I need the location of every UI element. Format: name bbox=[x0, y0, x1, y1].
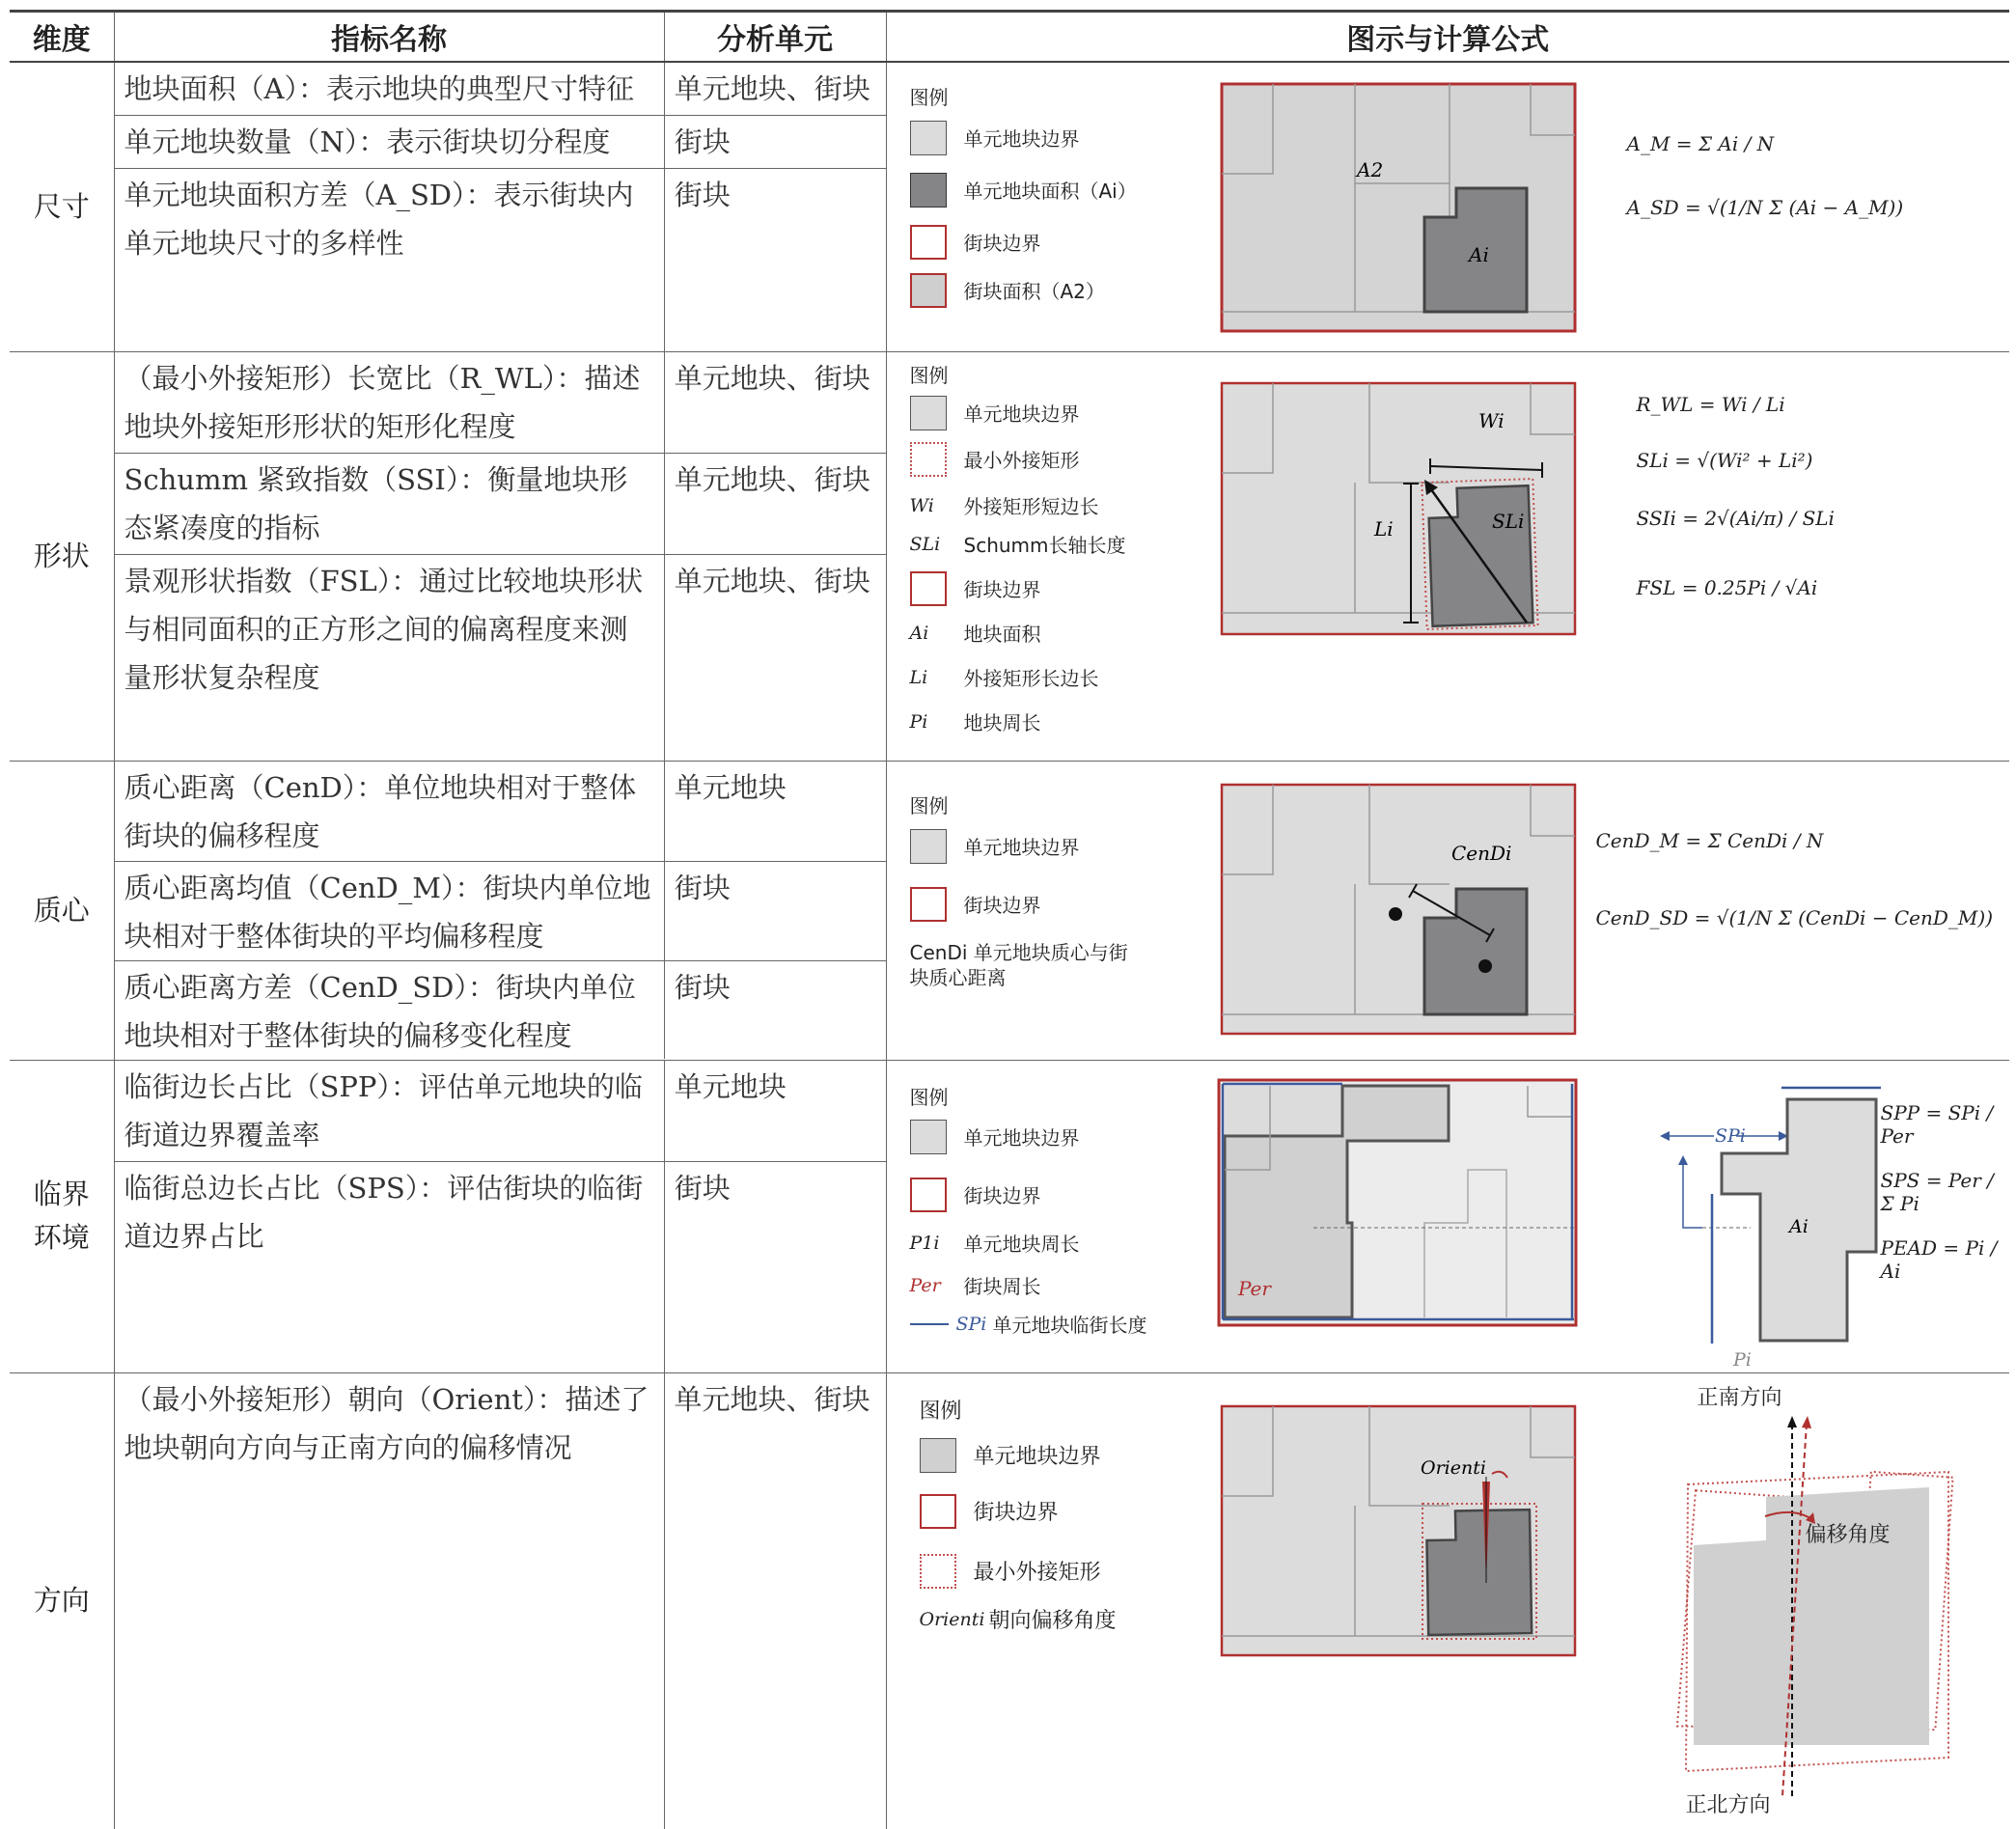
unit-text: 单元地块 bbox=[664, 762, 886, 861]
legend-title: 图例 bbox=[909, 363, 949, 387]
legend-title: 图例 bbox=[909, 793, 949, 818]
unit-text: 街块 bbox=[664, 169, 886, 351]
unit-text: 街块 bbox=[664, 961, 886, 1059]
formula: SSIi = 2√(Ai/π) / SLi bbox=[1636, 506, 1835, 530]
unit-text: 街块 bbox=[664, 1162, 886, 1372]
formula: SLi = √(Wi² + Li²) bbox=[1636, 448, 1813, 472]
edge-diagram bbox=[1217, 1078, 1579, 1329]
label-wi: Wi bbox=[1477, 408, 1505, 432]
legend-item: 最小外接矩形 bbox=[963, 449, 1080, 472]
legend-item: 单元地块边界 bbox=[963, 402, 1080, 426]
dimension-shape: 形状 bbox=[10, 351, 114, 761]
swatch bbox=[910, 396, 947, 430]
indicator-text: 临街边长占比（SPP）：评估单元地块的临街道边界覆盖率 bbox=[124, 1069, 643, 1151]
swatch bbox=[910, 273, 947, 308]
legend-item: 外接矩形短边长 bbox=[963, 495, 1099, 518]
swatch bbox=[910, 173, 947, 208]
legend-note: CenDi 单元地块质心与街块质心距离 bbox=[909, 940, 1128, 989]
figure-orient bbox=[886, 1372, 2009, 1829]
legend bbox=[920, 1395, 1117, 1641]
swatch bbox=[910, 887, 947, 922]
swatch bbox=[910, 225, 947, 260]
legend-item: 单元地块边界 bbox=[963, 127, 1080, 151]
shape-diagram bbox=[1220, 381, 1577, 636]
legend-symbol: Ai bbox=[909, 622, 929, 644]
dimension-orient: 方向 bbox=[10, 1372, 114, 1829]
legend bbox=[910, 82, 1137, 313]
legend-symbol: Wi bbox=[909, 494, 934, 516]
centroid-diagram bbox=[1220, 783, 1577, 1036]
formula: FSL = 0.25Pi / √Ai bbox=[1636, 575, 1818, 599]
dimension-size: 尺寸 bbox=[10, 62, 114, 352]
indicator-text: 质心距离均值（CenD_M）：街块内单位地块相对于整体街块的平均偏移程度 bbox=[124, 871, 651, 953]
legend-item: 单元地块边界 bbox=[963, 1126, 1080, 1150]
legend-item: 单元地块临街长度 bbox=[992, 1314, 1147, 1337]
figure-centroid bbox=[886, 761, 2009, 1060]
figure-shape bbox=[886, 351, 2009, 761]
legend-item: 街块边界 bbox=[963, 1184, 1041, 1207]
legend-item: 地块面积 bbox=[963, 623, 1041, 646]
blue-line-swatch bbox=[910, 1323, 949, 1325]
legend-item: 街块面积（A2） bbox=[963, 280, 1105, 303]
legend-item: 街块边界 bbox=[963, 578, 1041, 601]
legend-item: 最小外接矩形 bbox=[973, 1561, 1101, 1585]
label-per: Per bbox=[1237, 1276, 1271, 1300]
unit-text: 单元地块、街块 bbox=[664, 352, 886, 453]
header-unit: 分析单元 bbox=[664, 12, 886, 62]
swatch bbox=[910, 571, 947, 606]
legend-item: 单元地块边界 bbox=[963, 836, 1080, 859]
label-cend: CenDi bbox=[1450, 841, 1511, 865]
legend-item: 单元地块面积（Ai） bbox=[963, 180, 1137, 203]
indicator-text: Schumm 紧致指数（SSI）：衡量地块形态紧凑度的指标 bbox=[124, 462, 628, 544]
label-angle: 偏移角度 bbox=[1805, 1522, 1891, 1547]
legend-item: Schumm长轴长度 bbox=[963, 534, 1126, 557]
legend-item: 街块边界 bbox=[963, 894, 1041, 917]
legend-symbol: Li bbox=[909, 666, 928, 688]
legend-item: 单元地块周长 bbox=[963, 1233, 1080, 1256]
unit-text: 街块 bbox=[664, 862, 886, 960]
indicator-text: 单元地块面积方差（A_SD）：表示街块内单元地块尺寸的多样性 bbox=[124, 178, 634, 260]
indicator-text: 景观形状指数（FSL）：通过比较地块形状与相同面积的正方形之间的偏离程度来测量形状复杂程度 bbox=[124, 564, 644, 694]
orient-detail-diagram bbox=[1669, 1412, 1958, 1798]
dimension-centroid: 质心 bbox=[10, 761, 114, 1060]
legend-item: 街块边界 bbox=[963, 232, 1041, 255]
formula: SPP = SPi / Per bbox=[1880, 1100, 1994, 1148]
unit-text: 单元地块、街块 bbox=[664, 63, 886, 115]
formula: SPS = Per / Σ Pi bbox=[1880, 1168, 1994, 1215]
indicator-text: 临街总边长占比（SPS）：评估街块的临街道边界占比 bbox=[124, 1171, 644, 1253]
swatch bbox=[920, 1554, 956, 1589]
indicator-text: （最小外接矩形）长宽比（R_WL）：描述地块外接矩形形状的矩形化程度 bbox=[124, 361, 641, 443]
size-diagram bbox=[1220, 82, 1577, 333]
header-indicator: 指标名称 bbox=[114, 12, 664, 62]
unit-text: 单元地块、街块 bbox=[674, 1382, 870, 1416]
unit-text: 单元地块、街块 bbox=[664, 454, 886, 554]
label-south: 正南方向 bbox=[1697, 1385, 1782, 1410]
legend-symbol: P1i bbox=[909, 1232, 940, 1254]
swatch bbox=[910, 1120, 947, 1154]
swatch bbox=[910, 442, 947, 477]
label-sli: SLi bbox=[1491, 509, 1524, 533]
swatch bbox=[920, 1494, 956, 1529]
formula: CenD_SD = √(1/N Σ (CenDi − CenD_M)) bbox=[1595, 905, 1993, 929]
indicator-text: 质心距离方差（CenD_SD）：街块内单位地块相对于整体街块的偏移变化程度 bbox=[124, 970, 636, 1052]
formula: A_SD = √(1/N Σ (Ai − A_M)) bbox=[1626, 195, 1904, 219]
label-spi: SPi bbox=[1714, 1124, 1746, 1147]
label-orient: Orienti bbox=[1420, 1456, 1486, 1479]
indicator-table bbox=[10, 10, 2009, 1829]
legend-title: 图例 bbox=[919, 1399, 962, 1424]
swatch bbox=[920, 1438, 956, 1473]
figure-edge bbox=[886, 1060, 2009, 1372]
label-north: 正北方向 bbox=[1685, 1792, 1771, 1817]
formula: R_WL = Wi / Li bbox=[1636, 392, 1785, 416]
legend-title: 图例 bbox=[909, 1085, 949, 1109]
indicator-text: 地块面积（A）：表示地块的典型尺寸特征 bbox=[124, 71, 634, 105]
legend-item: 外接矩形长边长 bbox=[963, 667, 1099, 690]
header-figure: 图示与计算公式 bbox=[886, 12, 2009, 62]
unit-text: 单元地块、街块 bbox=[664, 555, 886, 761]
label-a2: A2 bbox=[1356, 157, 1383, 181]
legend-symbol: Orienti bbox=[919, 1608, 985, 1630]
swatch bbox=[910, 121, 947, 155]
unit-text: 街块 bbox=[664, 116, 886, 168]
formula: A_M = Σ Ai / N bbox=[1626, 131, 1775, 155]
legend-symbol: SPi bbox=[955, 1313, 987, 1335]
label-li: Li bbox=[1373, 516, 1394, 540]
legend-symbol: Per bbox=[909, 1274, 941, 1296]
dimension-edge-label: 临界环境 bbox=[33, 1178, 90, 1254]
unit-text: 单元地块 bbox=[664, 1061, 886, 1161]
formula: PEAD = Pi / Ai bbox=[1880, 1235, 1998, 1283]
indicator-text: 质心距离（CenD）：单位地块相对于整体街块的偏移程度 bbox=[124, 770, 637, 852]
swatch bbox=[910, 1178, 947, 1212]
legend-item: 街块周长 bbox=[963, 1275, 1041, 1298]
legend-title: 图例 bbox=[909, 85, 949, 109]
dimension-edge bbox=[10, 1060, 114, 1372]
legend bbox=[910, 1082, 1147, 1344]
label-pi: Pi bbox=[1732, 1348, 1752, 1371]
indicator-text: （最小外接矩形）朝向（Orient）：描述了地块朝向方向与正南方向的偏移情况 bbox=[124, 1382, 649, 1464]
header-dimension: 维度 bbox=[10, 12, 114, 62]
legend bbox=[910, 360, 1126, 741]
swatch bbox=[910, 829, 947, 864]
legend-item: 地块周长 bbox=[963, 711, 1041, 734]
figure-size bbox=[886, 62, 2009, 352]
legend-item: 单元地块边界 bbox=[973, 1445, 1101, 1469]
edge-detail-diagram bbox=[1606, 1078, 1857, 1371]
legend-item: 朝向偏移角度 bbox=[988, 1609, 1117, 1633]
formula: CenD_M = Σ CenDi / N bbox=[1595, 828, 1824, 852]
orient-diagram bbox=[1220, 1404, 1577, 1657]
legend-symbol: SLi bbox=[909, 533, 941, 555]
legend bbox=[910, 790, 1132, 990]
legend-symbol: Pi bbox=[909, 710, 928, 733]
label-ai: Ai bbox=[1788, 1215, 1809, 1237]
label-ai: Ai bbox=[1468, 242, 1489, 266]
legend-item: 街块边界 bbox=[973, 1501, 1059, 1525]
indicator-text: 单元地块数量（N）：表示街块切分程度 bbox=[124, 125, 611, 158]
